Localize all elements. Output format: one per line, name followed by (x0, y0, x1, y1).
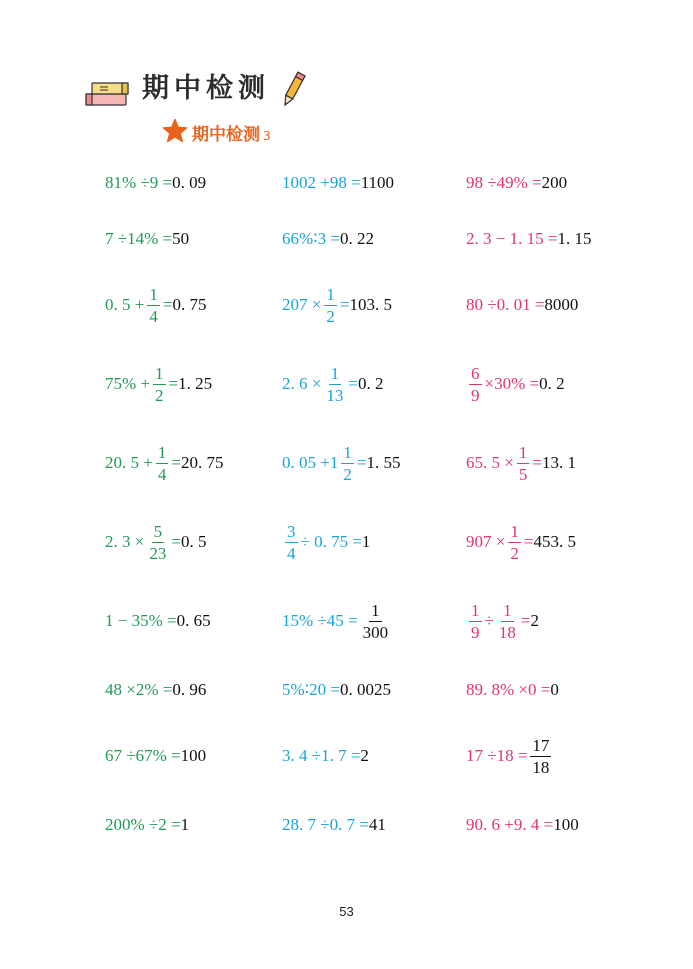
exercise-expression: 67 ÷67% = (105, 746, 181, 765)
exercise-expression: 20. 5 + (105, 453, 153, 472)
exercise-item (466, 285, 578, 325)
exercise-answer: 0. 2 (357, 374, 384, 393)
exercise-answer: 1. 25 (178, 374, 213, 393)
pencil-icon (280, 70, 306, 110)
fraction-denominator: 13 (326, 385, 344, 405)
fraction-denominator: 2 (510, 543, 519, 563)
exercise-answer: 0. 75 (172, 295, 207, 314)
exercise-item (466, 364, 565, 404)
fraction (341, 444, 354, 483)
exercise-item (466, 805, 579, 845)
exercise-answer: 1 (180, 815, 190, 834)
fraction-numerator: 1 (155, 363, 164, 383)
exercise-item (466, 219, 591, 259)
exercise-expression: = (348, 374, 358, 393)
exercise-item (282, 670, 391, 710)
exercise-answer: 2 (530, 611, 539, 630)
exercise-expression: 48 ×2% = (105, 680, 173, 699)
exercise-answer (530, 737, 551, 776)
fraction-denominator: 23 (149, 543, 167, 563)
exercise-expression: 7 ÷14% = (105, 229, 173, 248)
exercise-item (105, 736, 206, 776)
fraction-denominator: 2 (326, 306, 335, 326)
fraction-numerator: 1 (503, 600, 512, 620)
fraction-denominator: 18 (532, 757, 550, 777)
page-number: 53 (339, 904, 354, 919)
exercise-answer: 8000 (544, 295, 579, 314)
fraction-numerator: 1 (510, 521, 519, 541)
exercise-answer: 50 (172, 229, 190, 248)
fraction (285, 523, 298, 562)
exercise-expression: 907 × (466, 532, 506, 551)
fraction-numerator: 1 (471, 600, 480, 620)
exercise-expression: = (171, 532, 181, 551)
exercise-expression: ÷ 0. 75 = (300, 532, 362, 551)
exercise-answer: 200 (541, 173, 568, 192)
subsection-title-text: 期中检测 (192, 125, 260, 145)
exercise-item (105, 163, 206, 203)
fraction-denominator: 18 (498, 622, 516, 642)
exercise-answer: 100 (180, 746, 207, 765)
exercise-expression: ×30% = (484, 374, 540, 393)
exercise-answer: 103. 5 (349, 295, 392, 314)
exercise-expression: = (523, 532, 534, 551)
exercise-item (105, 219, 189, 259)
exercise-item (282, 219, 374, 259)
exercise-expression: = (532, 453, 542, 472)
fraction (153, 365, 166, 404)
fraction (156, 444, 169, 483)
exercise-expression: 15% ÷45 = (282, 611, 358, 630)
exercise-expression: 90. 6 +9. 4 = (466, 815, 554, 834)
exercise-answer: 453. 5 (533, 532, 576, 551)
exercise-item (466, 522, 576, 562)
exercise-answer: 1 (361, 532, 371, 551)
exercise-answer: 13. 1 (541, 453, 576, 472)
exercise-item (466, 736, 554, 776)
exercise-item (105, 443, 223, 483)
exercise-item (105, 285, 206, 325)
exercise-expression: = (168, 374, 179, 393)
exercise-answer: 0. 96 (172, 680, 207, 699)
exercise-expression: 3. 4 ÷1. 7 = (282, 746, 361, 765)
exercise-expression: 1002 +98 = (282, 173, 361, 192)
exercise-item (105, 805, 189, 845)
exercise-answer: 0. 5 (180, 532, 207, 551)
exercise-expression: = (339, 295, 350, 314)
exercise-expression: 2. 3 × (105, 532, 145, 551)
fraction (517, 444, 530, 483)
fraction-numerator: 1 (518, 442, 528, 462)
exercise-item (105, 364, 212, 404)
fraction-numerator: 17 (532, 735, 550, 755)
exercise-expression: = (356, 453, 367, 472)
fraction-denominator: 4 (287, 543, 296, 563)
exercise-expression: = (520, 611, 531, 630)
fraction (497, 602, 518, 641)
exercise-expression: 89. 8% ×0 = (466, 680, 551, 699)
exercise-item (466, 163, 567, 203)
exercise-answer: 1. 15 (557, 229, 592, 248)
fraction-denominator: 2 (343, 464, 352, 484)
exercise-item (282, 163, 394, 203)
exercise-answer: 20. 75 (180, 453, 224, 472)
exercise-item (105, 601, 211, 641)
fraction-denominator: 4 (149, 306, 158, 326)
fraction-denominator: 2 (155, 385, 164, 405)
operator: ÷ (484, 611, 494, 630)
star-icon (162, 118, 188, 144)
exercise-expression: 200% ÷2 = (105, 815, 181, 834)
fraction (147, 286, 160, 325)
exercise-expression: 75% + (105, 374, 150, 393)
fraction-denominator: 300 (362, 622, 389, 642)
exercise-item (282, 364, 383, 404)
exercise-expression: 65. 5 × (466, 453, 514, 472)
exercise-item (466, 443, 576, 483)
fraction-numerator: 6 (471, 363, 480, 383)
exercise-item (466, 670, 559, 710)
fraction-denominator: 9 (471, 622, 480, 642)
exercise-expression: 28. 7 ÷0. 7 = (282, 815, 369, 834)
exercise-item (282, 601, 393, 641)
exercise-answer: 100 (553, 815, 579, 834)
fraction (147, 523, 168, 562)
exercise-answer: 1. 55 (366, 453, 401, 472)
subsection-number: 3 (263, 129, 271, 143)
exercise-expression: 17 ÷18 = (466, 746, 528, 765)
exercise-item (105, 670, 206, 710)
page-title: 期中检测 (142, 73, 270, 104)
fraction-numerator: 3 (287, 521, 296, 541)
exercise-expression: 98 ÷49% = (466, 173, 542, 192)
fraction (469, 365, 482, 404)
exercise-expression: 66%∶3 = (282, 229, 340, 248)
exercise-expression: 0. 5 + (105, 295, 145, 314)
exercise-item (282, 443, 400, 483)
exercise-item (282, 805, 386, 845)
exercise-expression: 1 − 35% = (105, 611, 177, 630)
fraction-denominator: 9 (471, 385, 480, 405)
exercise-expression: 2. 3 − 1. 15 = (466, 229, 558, 248)
exercise-answer: 0. 09 (172, 173, 207, 192)
exercise-item (105, 522, 206, 562)
fraction-denominator: 5 (518, 464, 528, 484)
fraction (324, 286, 337, 325)
fraction-numerator: 5 (153, 521, 163, 541)
exercise-expression: 2. 6 × (282, 374, 322, 393)
fraction-numerator: 1 (371, 600, 380, 620)
exercise-answer: 41 (368, 815, 386, 834)
exercise-expression: 80 ÷0. 01 = (466, 295, 545, 314)
exercise-item (282, 285, 392, 325)
fraction-numerator: 1 (326, 284, 335, 304)
exercise-expression: 0. 05 +1 (282, 453, 339, 472)
books-icon (84, 78, 132, 108)
exercise-answer: 0. 22 (339, 229, 374, 248)
fraction-numerator: 1 (343, 442, 352, 462)
fraction-numerator: 1 (330, 363, 340, 383)
exercise-answer: 0 (550, 680, 559, 699)
subsection-title (192, 120, 271, 145)
fraction-denominator: 4 (157, 464, 167, 484)
section-header (84, 64, 324, 116)
exercise-item (466, 601, 539, 641)
fraction-numerator: 1 (157, 442, 167, 462)
exercise-expression: 81% ÷9 = (105, 173, 173, 192)
exercise-answer: 2 (360, 746, 369, 765)
exercise-answer: 0. 2 (539, 374, 565, 393)
exercise-expression: = (171, 453, 181, 472)
exercise-expression: 5%∶20 = (282, 680, 340, 699)
fraction (508, 523, 521, 562)
exercise-answer (361, 602, 391, 641)
exercise-item (282, 736, 369, 776)
exercise-answer: 1100 (360, 173, 395, 192)
exercise-answer: 0. 0025 (339, 680, 391, 699)
fraction-numerator: 1 (149, 284, 158, 304)
exercise-answer: 0. 65 (176, 611, 211, 630)
fraction (324, 365, 345, 404)
exercise-expression: = (162, 295, 173, 314)
exercise-item (282, 522, 370, 562)
exercise-expression: 207 × (282, 295, 322, 314)
fraction (469, 602, 482, 641)
